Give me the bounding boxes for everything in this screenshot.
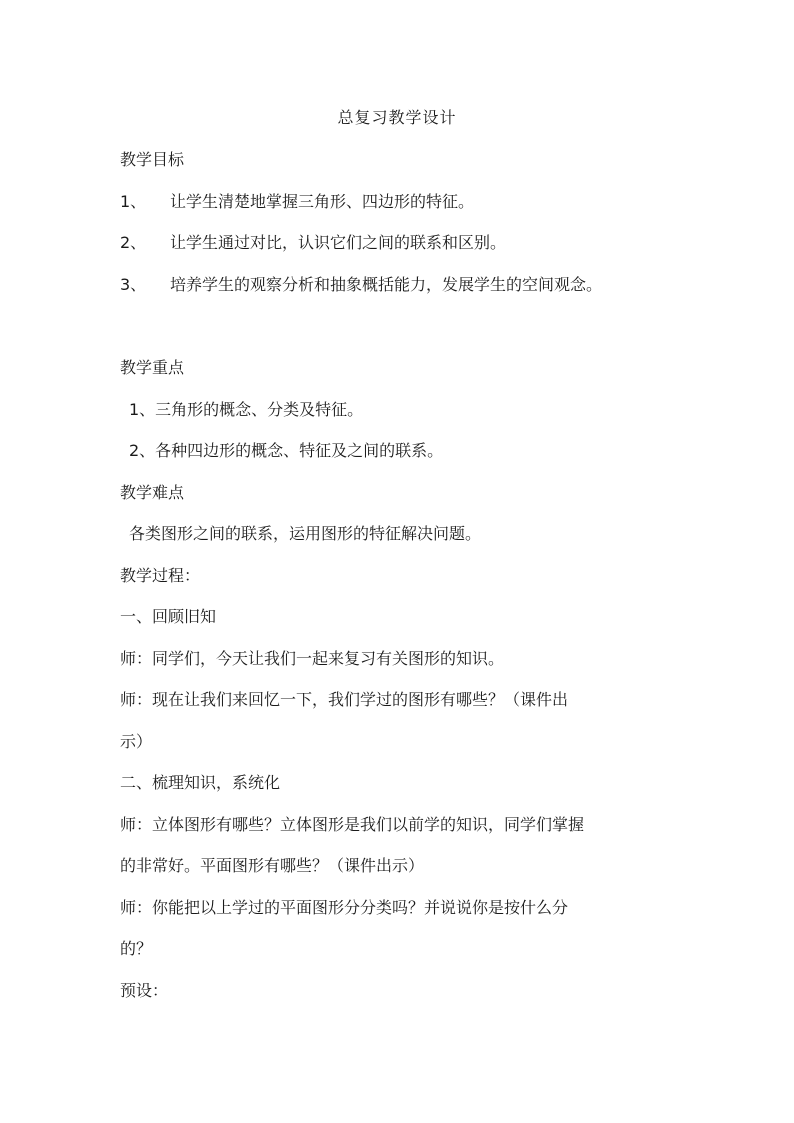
goal-item-1 [120, 192, 474, 212]
key-point-item-1: 1、三角形的概念、分类及特征。 [129, 400, 364, 419]
key-points-heading: 教学重点 [120, 358, 185, 377]
goal-item-2 [120, 233, 506, 253]
goal-item-2-text: 让学生通过对比，认识它们之间的联系和区别。 [170, 233, 507, 252]
key-point-item-2: 2、各种四边形的概念、特征及之间的联系。 [129, 441, 444, 460]
goal-item-3-number: 3、 [120, 275, 147, 294]
section1-line-1: 师：同学们，今天让我们一起来复习有关图形的知识。 [120, 649, 505, 668]
section2-line-4: 的？ [120, 939, 153, 958]
goal-item-1-number: 1、 [120, 192, 147, 211]
section2-heading: 二、梳理知识，系统化 [120, 773, 281, 792]
difficulties-text: 各类图形之间的联系，运用图形的特征解决问题。 [129, 524, 482, 543]
section2-line-1: 师：立体图形有哪些？立体图形是我们以前学的知识，同学们掌握 [120, 815, 585, 834]
goal-item-3 [120, 275, 602, 295]
section1-line-2: 师：现在让我们来回忆一下，我们学过的图形有哪些？（课件出 [120, 690, 569, 709]
section1-line-3: 示） [120, 732, 153, 751]
difficulties-heading: 教学难点 [120, 483, 185, 502]
goal-item-2-number: 2、 [120, 233, 147, 252]
section2-line-2: 的非常好。平面图形有哪些？（课件出示） [120, 856, 425, 875]
goal-item-3-text: 培养学生的观察分析和抽象概括能力，发展学生的空间观念。 [170, 275, 603, 294]
goals-heading: 教学目标 [120, 150, 185, 169]
section2-line-5: 预设： [120, 981, 169, 1000]
goal-item-1-text: 让学生清楚地掌握三角形、四边形的特征。 [170, 192, 475, 211]
section2-line-3: 师：你能把以上学过的平面图形分分类吗？并说说你是按什么分 [120, 898, 569, 917]
section1-heading: 一、回顾旧知 [120, 607, 217, 626]
document-title: 总复习教学设计 [337, 108, 457, 127]
process-heading: 教学过程： [120, 566, 201, 585]
